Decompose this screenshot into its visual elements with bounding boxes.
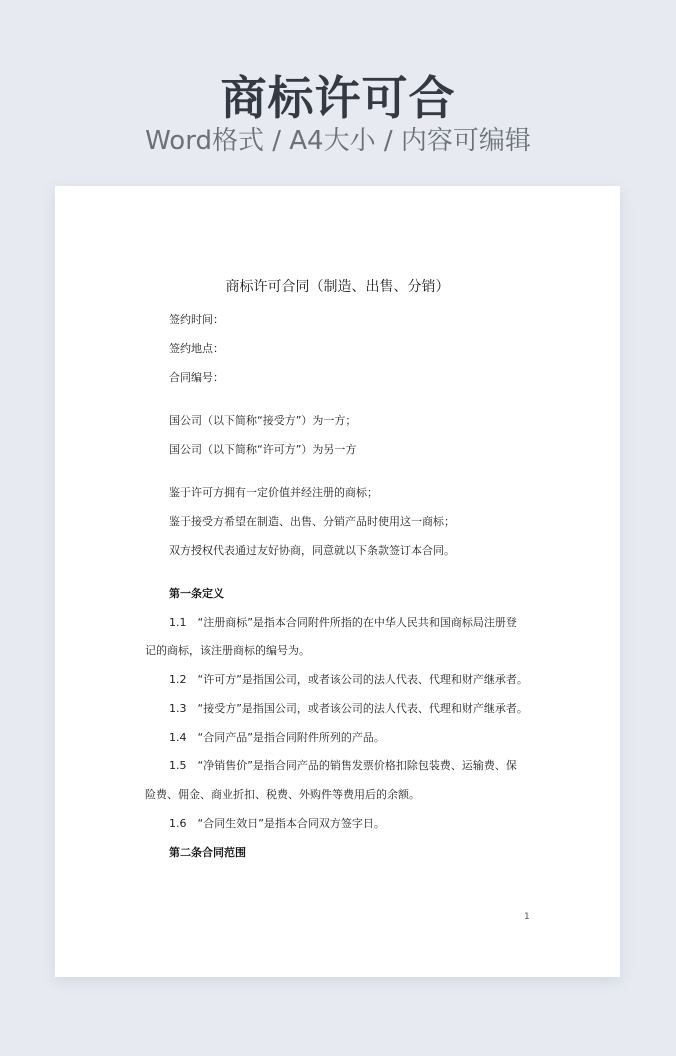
clause-1-4: 1.4 “合同产品”是指合同附件所列的产品。 [169,731,385,744]
document-title: 商标许可合同（制造、出售、分销） [225,279,450,295]
document-page [55,186,620,977]
page-number: 1 [524,912,530,922]
preamble-line: 鉴于许可方拥有一定价值并经注册的商标； [169,486,378,499]
clause-1-1: 1.1 “注册商标”是指本合同附件所指的在中华人民共和国商标局注册登 [169,616,517,629]
banner-subtitle: Word格式 / A4大小 / 内容可编辑 [145,126,531,156]
section-2-heading: 第二条合同范围 [169,846,246,859]
section-1-heading: 第一条定义 [169,587,224,600]
preamble-line: 双方授权代表通过友好协商，同意就以下条款签订本合同。 [169,544,455,557]
preamble-line: 鉴于接受方希望在制造、出售、分销产品时使用这一商标； [169,515,455,528]
clause-1-5: 1.5 “净销售价”是指合同产品的销售发票价格扣除包装费、运输费、保 [169,759,517,772]
meta-sign-place: 签约地点： [169,342,224,355]
party-licensee: 国公司（以下简称“接受方”）为一方； [169,414,357,427]
banner-title: 商标许可合 [220,71,456,125]
clause-1-6: 1.6 “合同生效日”是指本合同双方签字日。 [169,817,385,830]
meta-contract-number: 合同编号： [169,371,224,384]
clause-1-1-continued: 记的商标，该注册商标的编号为。 [145,644,310,657]
clause-1-5-continued: 险费、佣金、商业折扣、税费、外购件等费用后的余额。 [145,788,420,801]
clause-1-3: 1.3 “接受方”是指国公司，或者该公司的法人代表、代理和财产继承者。 [169,702,528,715]
meta-sign-date: 签约时间： [169,313,224,326]
clause-1-2: 1.2 “许可方”是指国公司，或者该公司的法人代表、代理和财产继承者。 [169,673,528,686]
party-licensor: 国公司（以下简称“许可方”）为另一方 [169,443,357,456]
